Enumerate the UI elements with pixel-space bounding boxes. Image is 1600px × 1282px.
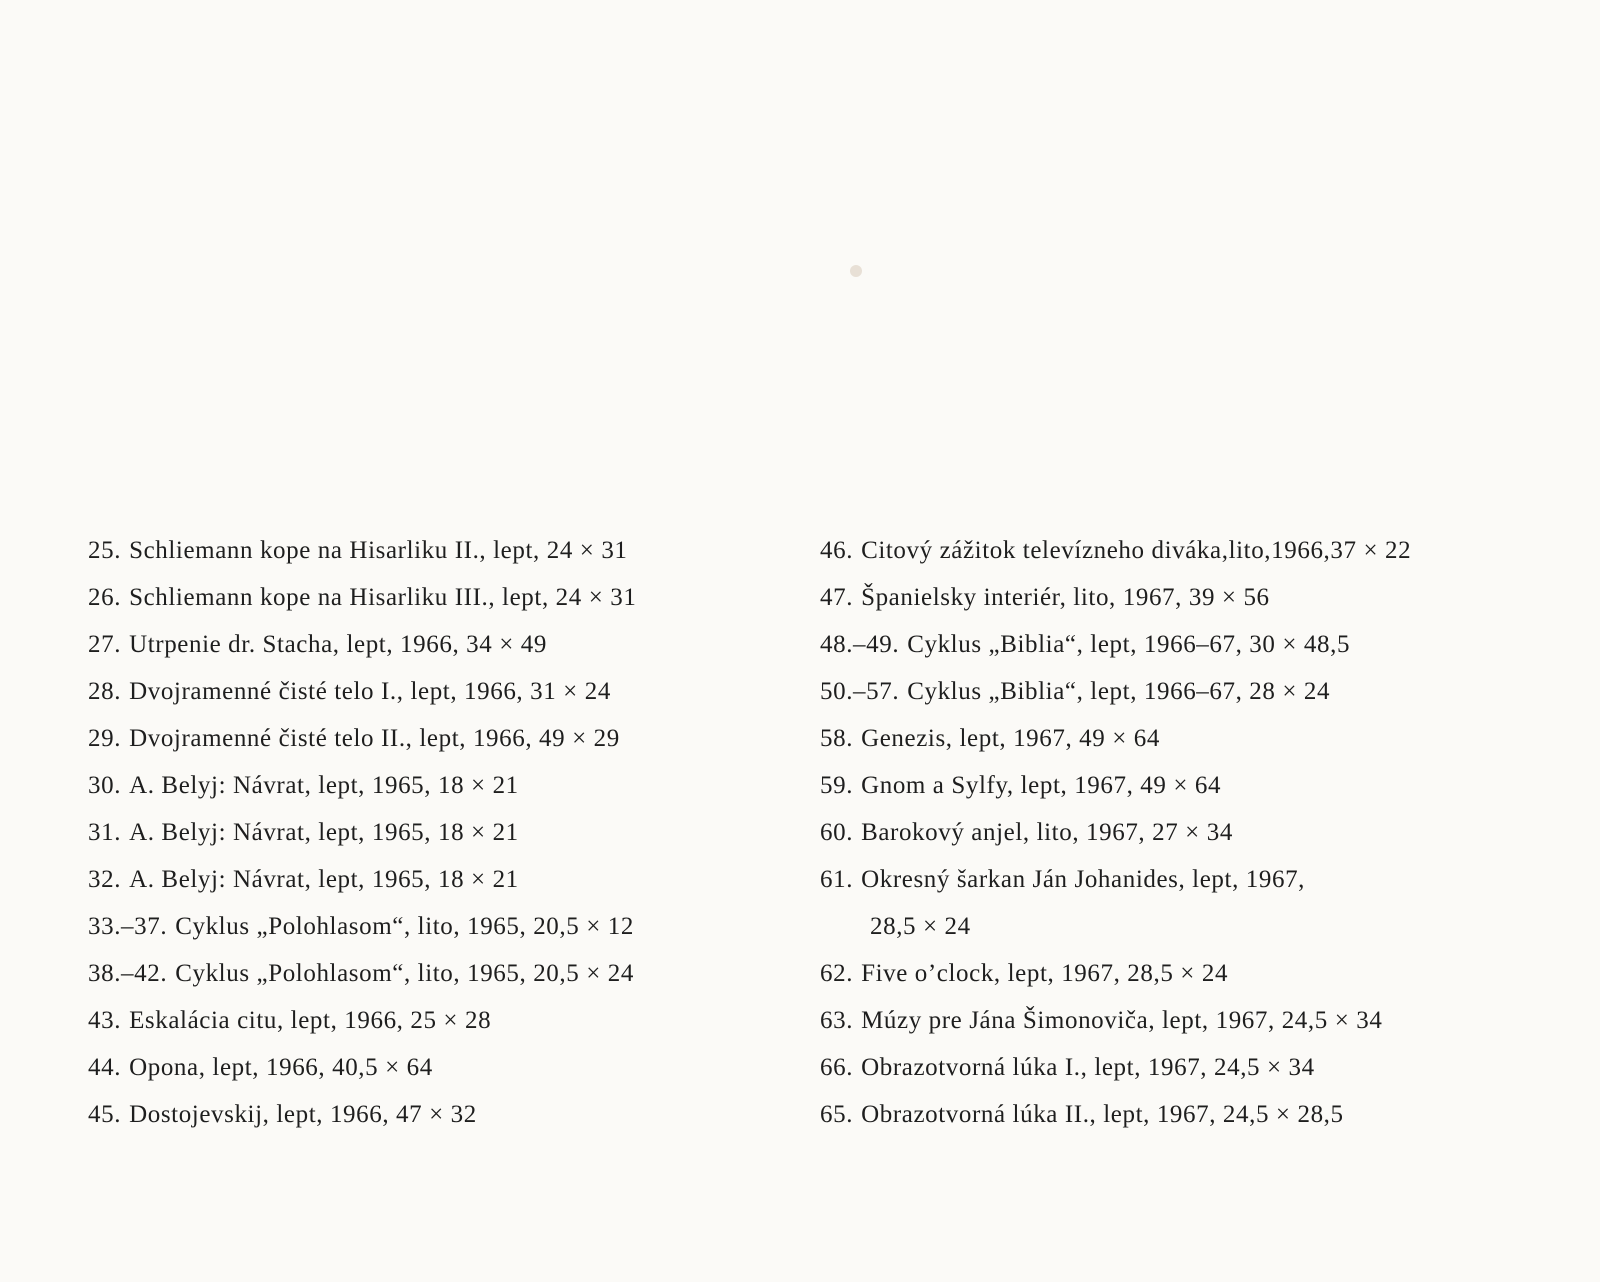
entry-number: 60.	[820, 819, 854, 846]
entry-text: Obrazotvorná lúka I., lept, 1967, 24,5 × 34	[861, 1054, 1315, 1081]
entry-text: Múzy pre Jána Šimonoviča, lept, 1967, 24,5 × 34	[861, 1007, 1383, 1034]
catalog-entry	[820, 818, 1520, 865]
catalog-entry	[820, 771, 1520, 818]
entry-text: Eskalácia citu, lept, 1966, 25 × 28	[129, 1007, 492, 1034]
entry-text: Utrpenie dr. Stacha, lept, 1966, 34 × 49	[129, 631, 547, 658]
entry-text: Schliemann kope na Hisarliku II., lept, 24 × 31	[129, 537, 628, 564]
entry-number: 38.–42.	[88, 960, 168, 987]
entry-number: 44.	[88, 1054, 122, 1081]
catalog-entry	[820, 959, 1520, 1006]
catalog-entry	[88, 677, 768, 724]
catalog-entry	[88, 583, 768, 630]
entry-number: 58.	[820, 725, 854, 752]
catalog-entry	[88, 1053, 768, 1100]
entry-number: 46.	[820, 537, 854, 564]
catalog-entry	[88, 818, 768, 865]
entry-number: 63.	[820, 1007, 854, 1034]
entry-text: Dvojramenné čisté telo I., lept, 1966, 31 × 24	[129, 678, 611, 705]
entry-number: 43.	[88, 1007, 122, 1034]
catalog-entry	[820, 536, 1520, 583]
entry-text: Citový zážitok televízneho diváka,lito,1966,37 × 22	[861, 537, 1412, 564]
catalog-entry	[88, 912, 768, 959]
entry-number: 45.	[88, 1101, 122, 1128]
catalog-entry	[88, 724, 768, 771]
entry-number: 62.	[820, 960, 854, 987]
catalog-entry	[820, 724, 1520, 771]
entry-number: 31.	[88, 819, 122, 846]
entry-number: 33.–37.	[88, 913, 168, 940]
catalog-entry	[88, 536, 768, 583]
entry-text: Dvojramenné čisté telo II., lept, 1966, 49 × 29	[129, 725, 620, 752]
entry-number: 59.	[820, 772, 854, 799]
entry-text: Gnom a Sylfy, lept, 1967, 49 × 64	[861, 772, 1222, 799]
entry-number: 28.	[88, 678, 122, 705]
entry-text: 28,5 × 24	[870, 913, 971, 940]
catalog-entry	[820, 1100, 1520, 1147]
entry-number: 50.–57.	[820, 678, 900, 705]
entry-text: Cyklus „Biblia“, lept, 1966–67, 28 × 24	[907, 678, 1331, 705]
entry-text: Schliemann kope na Hisarliku III., lept, 24 × 31	[129, 584, 637, 611]
catalog-entry	[820, 583, 1520, 630]
entry-text: A. Belyj: Návrat, lept, 1965, 18 × 21	[129, 866, 519, 893]
entry-text: Opona, lept, 1966, 40,5 × 64	[129, 1054, 433, 1081]
catalog-entry	[820, 1006, 1520, 1053]
entry-text: A. Belyj: Návrat, lept, 1965, 18 × 21	[129, 772, 519, 799]
catalog-list-left	[88, 536, 768, 1147]
catalog-entry	[88, 865, 768, 912]
entry-number: 27.	[88, 631, 122, 658]
catalog-entry	[820, 677, 1520, 724]
catalog-list-right	[820, 536, 1520, 1147]
paper-speck	[850, 265, 862, 277]
entry-text: Cyklus „Polohlasom“, lito, 1965, 20,5 × 12	[175, 913, 634, 940]
catalog-entry	[88, 630, 768, 677]
entry-number: 61.	[820, 866, 854, 893]
catalog-entry	[88, 1100, 768, 1147]
catalog-entry	[820, 630, 1520, 677]
entry-number: 66.	[820, 1054, 854, 1081]
entry-text: Barokový anjel, lito, 1967, 27 × 34	[861, 819, 1233, 846]
catalog-entry-continuation	[820, 912, 1520, 959]
entry-number: 29.	[88, 725, 122, 752]
entry-number: 30.	[88, 772, 122, 799]
entry-number: 48.–49.	[820, 631, 900, 658]
entry-text: Cyklus „Biblia“, lept, 1966–67, 30 × 48,5	[907, 631, 1351, 658]
catalog-entry	[820, 1053, 1520, 1100]
catalog-entry	[88, 959, 768, 1006]
catalog-entry	[88, 771, 768, 818]
entry-text: Genezis, lept, 1967, 49 × 64	[861, 725, 1160, 752]
entry-text: Španielsky interiér, lito, 1967, 39 × 56	[861, 584, 1270, 611]
entry-text: Five o’clock, lept, 1967, 28,5 × 24	[861, 960, 1229, 987]
catalog-entry	[820, 865, 1520, 912]
entry-number: 65.	[820, 1101, 854, 1128]
entry-text: Obrazotvorná lúka II., lept, 1967, 24,5 × 28,5	[861, 1101, 1344, 1128]
entry-text: A. Belyj: Návrat, lept, 1965, 18 × 21	[129, 819, 519, 846]
entry-number: 32.	[88, 866, 122, 893]
catalog-entry	[88, 1006, 768, 1053]
entry-number: 26.	[88, 584, 122, 611]
entry-text: Dostojevskij, lept, 1966, 47 × 32	[129, 1101, 477, 1128]
entry-number: 47.	[820, 584, 854, 611]
entry-text: Okresný šarkan Ján Johanides, lept, 1967,	[861, 866, 1306, 893]
entry-text: Cyklus „Polohlasom“, lito, 1965, 20,5 × 24	[175, 960, 634, 987]
entry-number: 25.	[88, 537, 122, 564]
